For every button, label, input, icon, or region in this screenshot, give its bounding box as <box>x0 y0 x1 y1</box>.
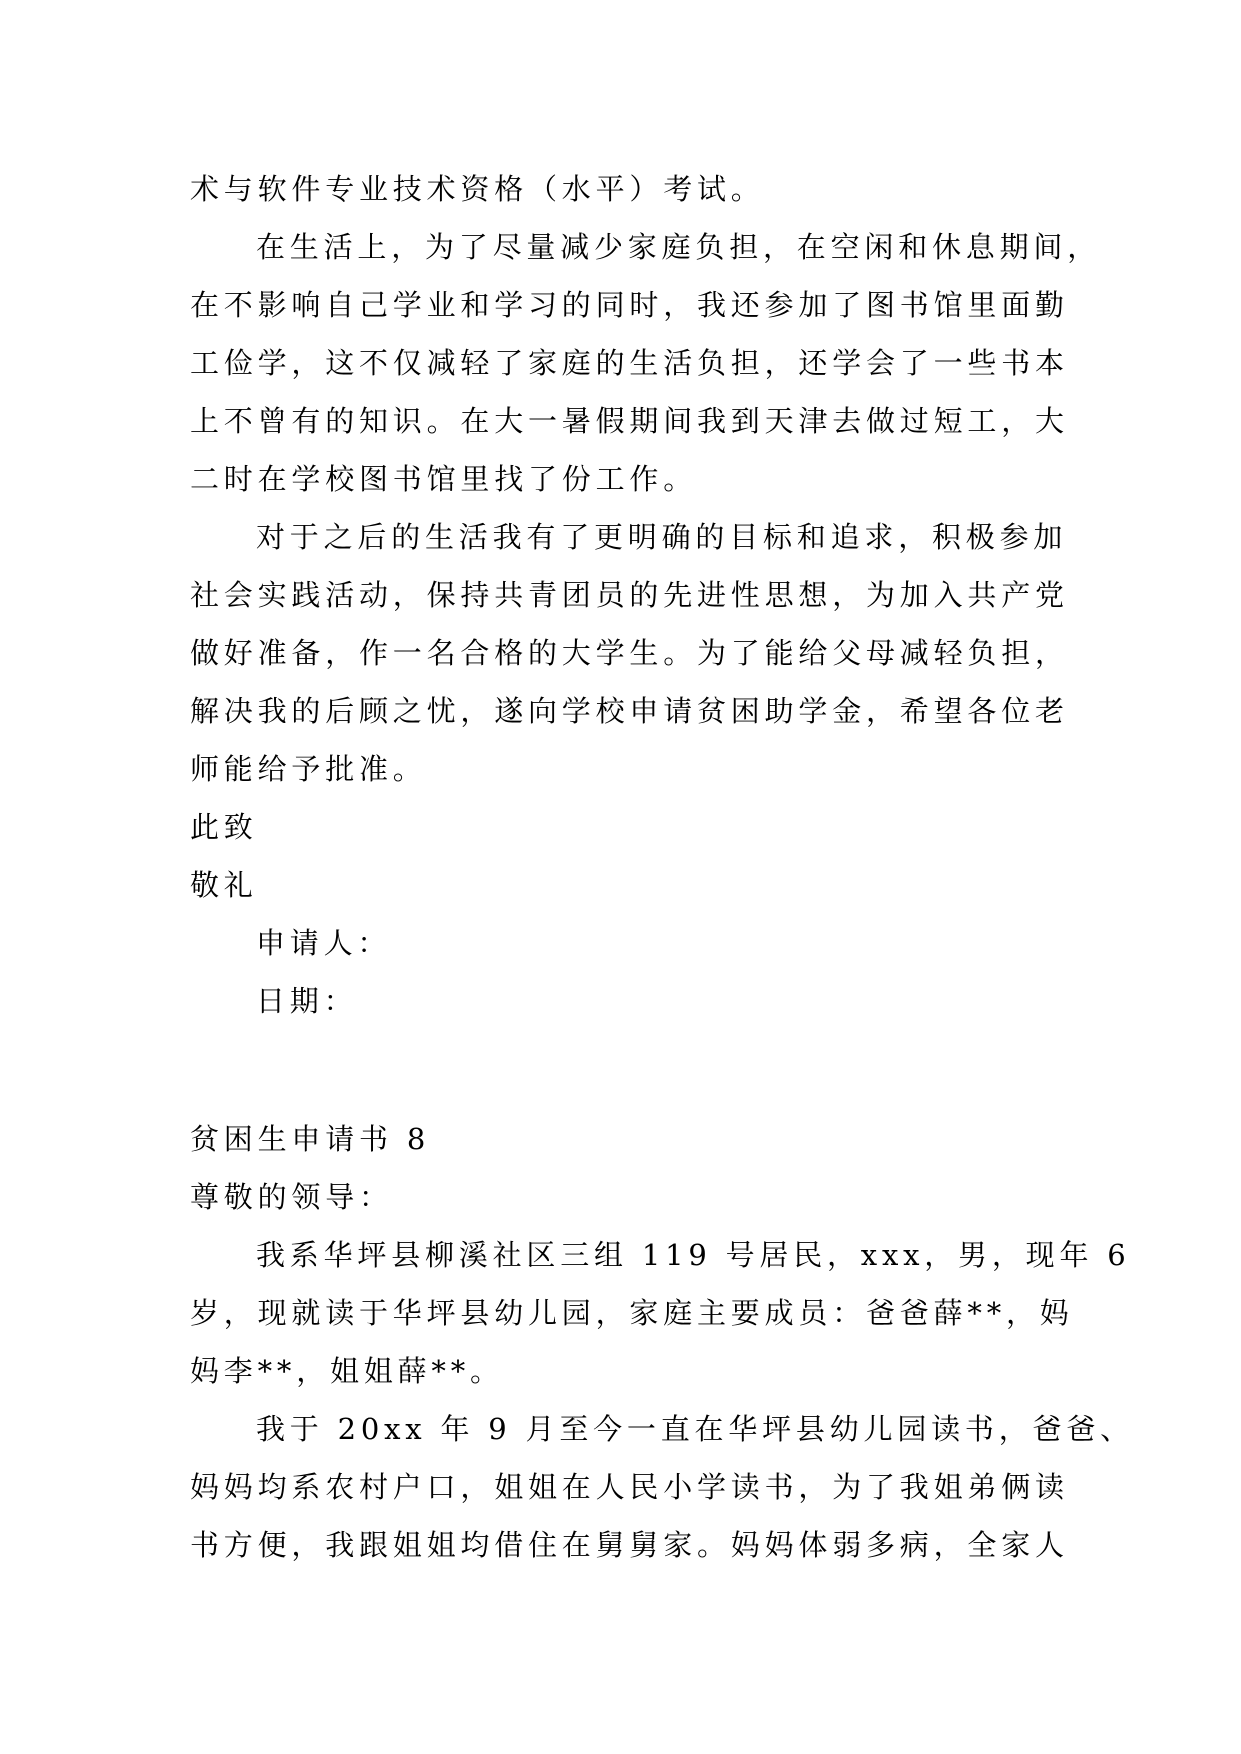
paragraph-line: 妈李**，姐姐薛**。 <box>190 1354 504 1388</box>
paragraph-line: 在生活上，为了尽量减少家庭负担，在空闲和休息期间， <box>256 230 1102 264</box>
closing-regards: 敬礼 <box>190 868 258 902</box>
document-page <box>190 160 1134 1574</box>
letter-continuation <box>190 160 1102 1030</box>
paragraph-line: 岁，现就读于华坪县幼儿园，家庭主要成员：爸爸薛**，妈 <box>190 1296 1074 1330</box>
letter-8 <box>190 1110 1134 1574</box>
paragraph-line: 对于之后的生活我有了更明确的目标和追求，积极参加 <box>256 520 1068 554</box>
paragraph-line: 妈妈均系农村户口，姐姐在人民小学读书，为了我姐弟俩读 <box>190 1470 1069 1504</box>
applicant-label: 申请人： <box>256 926 392 960</box>
paragraph-line: 二时在学校图书馆里找了份工作。 <box>190 462 698 496</box>
paragraph-line: 我于 20xx 年 9 月至今一直在华坪县幼儿园读书，爸爸、 <box>256 1412 1134 1446</box>
paragraph-line: 书方便，我跟姐姐均借住在舅舅家。妈妈体弱多病，全家人 <box>190 1528 1069 1562</box>
paragraph-line: 工俭学，这不仅减轻了家庭的生活负担，还学会了一些书本 <box>190 346 1069 380</box>
paragraph-line: 师能给予批准。 <box>190 752 427 786</box>
closing-salutation: 此致 <box>190 810 258 844</box>
paragraph-line: 我系华坪县柳溪社区三组 119 号居民，xxx，男，现年 6 <box>256 1238 1131 1272</box>
paragraph-line: 做好准备，作一名合格的大学生。为了能给父母减轻负担， <box>190 636 1069 670</box>
paragraph-line: 术与软件专业技术资格（水平）考试。 <box>190 172 765 206</box>
paragraph-line: 上不曾有的知识。在大一暑假期间我到天津去做过短工，大 <box>190 404 1069 438</box>
paragraph-line: 解决我的后顾之忧，遂向学校申请贫困助学金，希望各位老 <box>190 694 1069 728</box>
letter-title: 贫困生申请书 8 <box>190 1122 431 1156</box>
section-gap <box>190 1030 1050 1110</box>
paragraph-line: 社会实践活动，保持共青团员的先进性思想，为加入共产党 <box>190 578 1069 612</box>
paragraph-line: 在不影响自己学业和学习的同时，我还参加了图书馆里面勤 <box>190 288 1069 322</box>
date-label: 日期： <box>256 984 358 1018</box>
greeting: 尊敬的领导： <box>190 1180 393 1214</box>
